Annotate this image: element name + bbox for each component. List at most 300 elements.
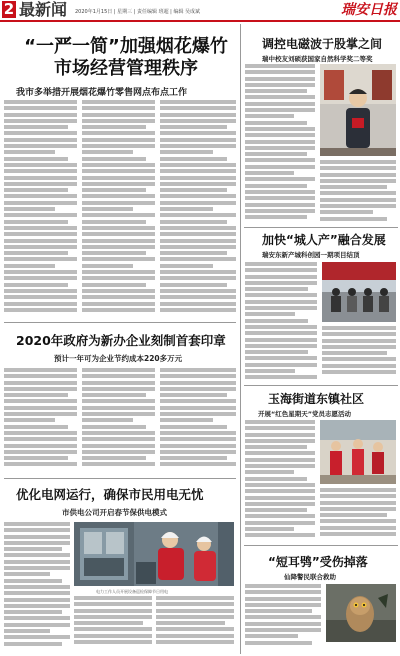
body-text-line xyxy=(4,113,77,117)
body-text-line xyxy=(4,412,77,416)
body-text-line xyxy=(322,357,396,361)
body-text-line xyxy=(245,375,317,379)
body-text-line xyxy=(245,527,294,531)
body-text-line xyxy=(4,591,70,595)
body-text-line xyxy=(160,226,236,230)
body-text-line xyxy=(245,363,317,367)
body-text-line xyxy=(160,289,236,293)
body-text-line xyxy=(82,444,155,448)
body-text-line xyxy=(4,194,77,198)
body-text-line xyxy=(160,381,236,385)
body-text-line xyxy=(4,604,70,608)
policy-body-col3 xyxy=(160,368,236,473)
body-text-line xyxy=(320,191,396,195)
body-text-line xyxy=(245,77,315,81)
body-text-line xyxy=(4,616,70,620)
body-text-line xyxy=(4,100,77,104)
masthead-rule xyxy=(0,20,400,22)
award-title: 调控电磁波于股掌之间 xyxy=(262,37,383,51)
body-text-line xyxy=(160,431,236,435)
body-text-line xyxy=(82,257,155,261)
body-text-line xyxy=(82,387,155,391)
rural-subtitle: 瑞安东新产城科创园一期项目结顶 xyxy=(262,251,360,259)
body-text-line xyxy=(156,602,234,606)
body-text-line xyxy=(160,418,213,422)
rural-event-photo xyxy=(322,262,396,322)
body-text-line xyxy=(74,596,152,600)
body-text-line xyxy=(4,629,50,633)
body-text-line xyxy=(320,185,387,189)
body-text-line xyxy=(4,276,77,280)
body-text-line xyxy=(4,368,77,372)
body-text-line xyxy=(245,502,315,506)
body-text-line xyxy=(160,106,236,110)
body-text-line xyxy=(4,207,55,211)
body-text-line xyxy=(245,196,315,200)
body-text-line xyxy=(245,140,315,144)
body-text-line xyxy=(245,177,315,181)
policy-body-col2 xyxy=(82,368,155,473)
body-text-line xyxy=(4,251,68,255)
body-text-line xyxy=(160,444,236,448)
body-text-line xyxy=(245,190,315,194)
newspaper-brand: 瑞安日报 xyxy=(341,2,397,18)
divider-line xyxy=(4,478,236,479)
body-text-line xyxy=(322,339,396,343)
community-subtitle: 开展“红色星期天”党员志愿活动 xyxy=(258,410,352,418)
body-text-line xyxy=(4,220,68,224)
bird-body-col1 xyxy=(245,584,321,652)
power-worker-photo xyxy=(74,522,234,586)
power-photo-caption: 电力工作人员开展设备巡检保障节日用电 xyxy=(96,589,168,594)
body-text-line xyxy=(245,350,308,354)
body-text-line xyxy=(4,125,68,129)
body-text-line xyxy=(160,239,236,243)
policy-body-col1 xyxy=(4,368,77,473)
body-text-line xyxy=(245,603,321,607)
body-text-line xyxy=(4,425,68,429)
body-text-line xyxy=(4,239,77,243)
body-text-line xyxy=(82,295,155,299)
body-text-line xyxy=(160,188,227,192)
body-text-line xyxy=(245,306,317,310)
body-text-line xyxy=(160,207,213,211)
body-text-line xyxy=(4,106,77,110)
body-text-line xyxy=(4,456,68,460)
body-text-line xyxy=(322,364,396,368)
body-text-line xyxy=(160,150,213,154)
body-text-line xyxy=(82,456,146,460)
body-text-line xyxy=(245,262,317,266)
page-number: 2 xyxy=(3,0,15,18)
body-text-line xyxy=(245,433,315,437)
body-text-line xyxy=(245,152,307,156)
body-text-line xyxy=(160,119,236,123)
body-text-line xyxy=(74,640,152,644)
policy-subtitle: 预计一年可为企业节约成本220多万元 xyxy=(54,354,183,363)
body-text-line xyxy=(245,470,294,474)
body-text-line xyxy=(245,127,315,131)
body-text-line xyxy=(160,270,236,274)
body-text-line xyxy=(245,83,315,87)
body-text-line xyxy=(82,226,155,230)
body-text-line xyxy=(74,627,152,631)
body-text-line xyxy=(245,615,321,619)
body-text-line xyxy=(4,289,77,293)
body-text-line xyxy=(4,232,77,236)
body-text-line xyxy=(245,356,317,360)
body-text-line xyxy=(322,351,387,355)
body-text-line xyxy=(245,521,315,525)
body-text-line xyxy=(4,138,77,142)
power-body-col2 xyxy=(74,596,152,652)
body-text-line xyxy=(82,100,155,104)
body-text-line xyxy=(4,163,77,167)
body-text-line xyxy=(74,634,152,638)
policy-title: 2020年政府为新办企业刻制首套印章 xyxy=(16,333,226,348)
body-text-line xyxy=(245,158,315,162)
body-text-line xyxy=(245,464,315,468)
body-text-line xyxy=(4,635,70,639)
body-text-line xyxy=(245,108,315,112)
bird-subtitle: 仙降警民联合救助 xyxy=(284,573,336,581)
masthead xyxy=(0,0,400,22)
body-text-line xyxy=(4,308,77,312)
body-text-line xyxy=(245,133,315,137)
body-text-line xyxy=(245,496,315,500)
fireworks-title: “一严一简”加强烟花爆竹 市场经营管理秩序 xyxy=(24,36,228,79)
body-text-line xyxy=(160,295,236,299)
body-text-line xyxy=(4,610,62,614)
body-text-line xyxy=(4,295,77,299)
body-text-line xyxy=(4,264,55,268)
body-text-line xyxy=(245,281,317,285)
body-text-line xyxy=(4,437,77,441)
body-text-line xyxy=(245,64,315,68)
body-text-line xyxy=(82,251,146,255)
body-text-line xyxy=(160,406,236,410)
body-text-line xyxy=(245,369,295,373)
body-text-line xyxy=(245,584,321,588)
body-text-line xyxy=(82,283,146,287)
body-text-line xyxy=(82,144,155,148)
body-text-line xyxy=(245,628,321,632)
body-text-line xyxy=(245,203,315,207)
body-text-line xyxy=(82,264,133,268)
body-text-line xyxy=(245,489,315,493)
body-text-line xyxy=(4,302,77,306)
body-text-line xyxy=(4,462,77,466)
community-title: 玉海街道东镇社区 xyxy=(268,392,365,406)
rural-body-col2 xyxy=(322,326,396,382)
body-text-line xyxy=(82,176,155,180)
body-text-line xyxy=(156,627,234,631)
body-text-line xyxy=(320,513,387,517)
body-text-line xyxy=(160,374,236,378)
body-text-line xyxy=(160,245,236,249)
body-text-line xyxy=(320,179,396,183)
body-text-line xyxy=(82,431,155,435)
body-text-line xyxy=(245,184,307,188)
body-text-line xyxy=(4,566,70,570)
body-text-line xyxy=(82,201,155,205)
body-text-line xyxy=(82,418,133,422)
rural-body-col1 xyxy=(245,262,317,382)
body-text-line xyxy=(160,144,236,148)
body-text-line xyxy=(4,553,70,557)
body-text-line xyxy=(245,445,307,449)
power-body-col1 xyxy=(4,522,70,652)
body-text-line xyxy=(156,621,225,625)
body-text-line xyxy=(4,528,70,532)
body-text-line xyxy=(160,213,236,217)
body-text-line xyxy=(245,597,321,601)
body-text-line xyxy=(245,171,294,175)
body-text-line xyxy=(160,163,236,167)
body-text-line xyxy=(4,623,70,627)
body-text-line xyxy=(160,425,227,429)
body-text-line xyxy=(245,146,315,150)
body-text-line xyxy=(320,532,396,536)
body-text-line xyxy=(320,210,373,214)
body-text-line xyxy=(82,393,146,397)
body-text-line xyxy=(160,125,227,129)
body-text-line xyxy=(160,182,236,186)
body-text-line xyxy=(82,157,146,161)
body-text-line xyxy=(160,100,236,104)
body-text-line xyxy=(4,131,77,135)
body-text-line xyxy=(245,458,315,462)
body-text-line xyxy=(320,160,396,164)
body-text-line xyxy=(82,194,155,198)
fireworks-body-col3 xyxy=(160,100,236,320)
body-text-line xyxy=(322,326,396,330)
body-text-line xyxy=(82,276,155,280)
body-text-line xyxy=(4,381,77,385)
body-text-line xyxy=(82,399,155,403)
body-text-line xyxy=(160,169,236,173)
body-text-line xyxy=(82,374,155,378)
body-text-line xyxy=(160,302,236,306)
body-text-line xyxy=(4,201,77,205)
body-text-line xyxy=(320,166,396,170)
body-text-line xyxy=(245,426,315,430)
body-text-line xyxy=(82,239,155,243)
body-text-line xyxy=(82,131,155,135)
body-text-line xyxy=(82,462,155,466)
body-text-line xyxy=(245,70,315,74)
body-text-line xyxy=(160,157,227,161)
body-text-line xyxy=(82,406,155,410)
body-text-line xyxy=(160,131,236,135)
body-text-line xyxy=(156,615,234,619)
body-text-line xyxy=(160,450,236,454)
body-text-line xyxy=(245,609,312,613)
body-text-line xyxy=(4,393,68,397)
dateline: 2020年1月15日 | 星期三 | 责任编辑 班超 | 编辑 吴成斌 xyxy=(75,9,201,15)
body-text-line xyxy=(160,412,236,416)
body-text-line xyxy=(245,483,315,487)
body-text-line xyxy=(245,275,317,279)
body-text-line xyxy=(74,609,152,613)
power-subtitle: 市供电公司开启春节保供电模式 xyxy=(62,508,167,517)
body-text-line xyxy=(82,425,146,429)
body-text-line xyxy=(82,106,155,110)
body-text-line xyxy=(4,642,62,646)
power-body-col3 xyxy=(156,596,234,652)
body-text-line xyxy=(4,572,50,576)
body-text-line xyxy=(4,585,70,589)
body-text-line xyxy=(74,621,143,625)
body-text-line xyxy=(82,437,155,441)
body-text-line xyxy=(160,264,213,268)
body-text-line xyxy=(245,121,307,125)
body-text-line xyxy=(4,560,70,564)
body-text-line xyxy=(4,157,68,161)
section-title: 最新闻 xyxy=(19,0,68,19)
body-text-line xyxy=(322,345,396,349)
body-text-line xyxy=(82,163,155,167)
body-text-line xyxy=(245,533,315,537)
body-text-line xyxy=(320,507,396,511)
body-text-line xyxy=(160,387,236,391)
body-text-line xyxy=(245,641,312,645)
fireworks-body-col2 xyxy=(82,100,155,320)
body-text-line xyxy=(82,169,155,173)
body-text-line xyxy=(245,319,308,323)
body-text-line xyxy=(82,289,155,293)
body-text-line xyxy=(4,226,77,230)
body-text-line xyxy=(245,89,307,93)
body-text-line xyxy=(156,640,234,644)
body-text-line xyxy=(82,119,155,123)
bird-title: “短耳鸮”受伤掉落 xyxy=(268,555,368,569)
divider-line xyxy=(4,322,236,323)
body-text-line xyxy=(245,165,315,169)
body-text-line xyxy=(160,276,236,280)
body-text-line xyxy=(82,188,146,192)
fireworks-subtitle: 我市多举措开展烟花爆竹零售网点布点工作 xyxy=(16,88,188,98)
body-text-line xyxy=(245,325,317,329)
body-text-line xyxy=(245,622,321,626)
body-text-line xyxy=(82,245,155,249)
body-text-line xyxy=(245,215,307,219)
fireworks-body-col1 xyxy=(4,100,77,320)
divider-line xyxy=(244,227,398,228)
community-body-col2 xyxy=(320,488,396,540)
body-text-line xyxy=(4,213,77,217)
body-text-line xyxy=(4,374,77,378)
body-text-line xyxy=(4,541,70,545)
body-text-line xyxy=(245,508,307,512)
body-text-line xyxy=(160,393,227,397)
body-text-line xyxy=(160,283,227,287)
body-text-line xyxy=(82,270,155,274)
body-text-line xyxy=(160,437,236,441)
body-text-line xyxy=(82,207,133,211)
body-text-line xyxy=(82,220,146,224)
body-text-line xyxy=(160,232,236,236)
divider-line xyxy=(244,545,398,546)
body-text-line xyxy=(245,439,315,443)
body-text-line xyxy=(4,444,77,448)
body-text-line xyxy=(4,176,77,180)
body-text-line xyxy=(4,169,77,173)
power-title: 优化电网运行，确保市民用电无忧 xyxy=(16,487,204,502)
body-text-line xyxy=(4,257,77,261)
body-text-line xyxy=(245,293,317,297)
body-text-line xyxy=(82,150,133,154)
body-text-line xyxy=(74,615,152,619)
body-text-line xyxy=(160,220,227,224)
body-text-line xyxy=(245,312,295,316)
body-text-line xyxy=(4,598,70,602)
body-text-line xyxy=(4,406,77,410)
body-text-line xyxy=(245,477,307,481)
body-text-line xyxy=(82,213,155,217)
body-text-line xyxy=(320,526,396,530)
body-text-line xyxy=(320,519,396,523)
body-text-line xyxy=(156,609,234,613)
body-text-line xyxy=(245,114,294,118)
body-text-line xyxy=(4,119,77,123)
body-text-line xyxy=(160,201,236,205)
body-text-line xyxy=(320,488,396,492)
divider-line xyxy=(244,385,398,386)
body-text-line xyxy=(245,102,315,106)
body-text-line xyxy=(82,125,146,129)
body-text-line xyxy=(160,257,236,261)
body-text-line xyxy=(82,308,155,312)
body-text-line xyxy=(160,194,236,198)
award-body-col1 xyxy=(245,64,315,224)
body-text-line xyxy=(160,308,236,312)
body-text-line xyxy=(4,283,68,287)
body-text-line xyxy=(82,381,155,385)
body-text-line xyxy=(245,331,317,335)
body-text-line xyxy=(4,522,70,526)
body-text-line xyxy=(4,182,77,186)
body-text-line xyxy=(320,173,396,177)
body-text-line xyxy=(245,338,317,342)
body-text-line xyxy=(245,451,315,455)
body-text-line xyxy=(160,251,227,255)
body-text-line xyxy=(320,217,387,221)
body-text-line xyxy=(82,182,155,186)
body-text-line xyxy=(245,634,298,638)
body-text-line xyxy=(4,144,77,148)
body-text-line xyxy=(160,399,236,403)
body-text-line xyxy=(82,232,155,236)
body-text-line xyxy=(322,370,396,374)
rural-title: 加快“城人产”融合发展 xyxy=(262,233,386,247)
body-text-line xyxy=(160,138,236,142)
body-text-line xyxy=(156,634,234,638)
body-text-line xyxy=(160,176,236,180)
community-volunteer-photo xyxy=(320,420,396,484)
body-text-line xyxy=(245,95,315,99)
column-divider xyxy=(240,24,241,654)
body-text-line xyxy=(74,602,152,606)
body-text-line xyxy=(82,302,155,306)
body-text-line xyxy=(4,450,77,454)
body-text-line xyxy=(320,501,396,505)
body-text-line xyxy=(322,332,396,336)
body-text-line xyxy=(4,579,62,583)
bird-photo xyxy=(326,584,396,642)
body-text-line xyxy=(82,450,155,454)
body-text-line xyxy=(4,399,77,403)
